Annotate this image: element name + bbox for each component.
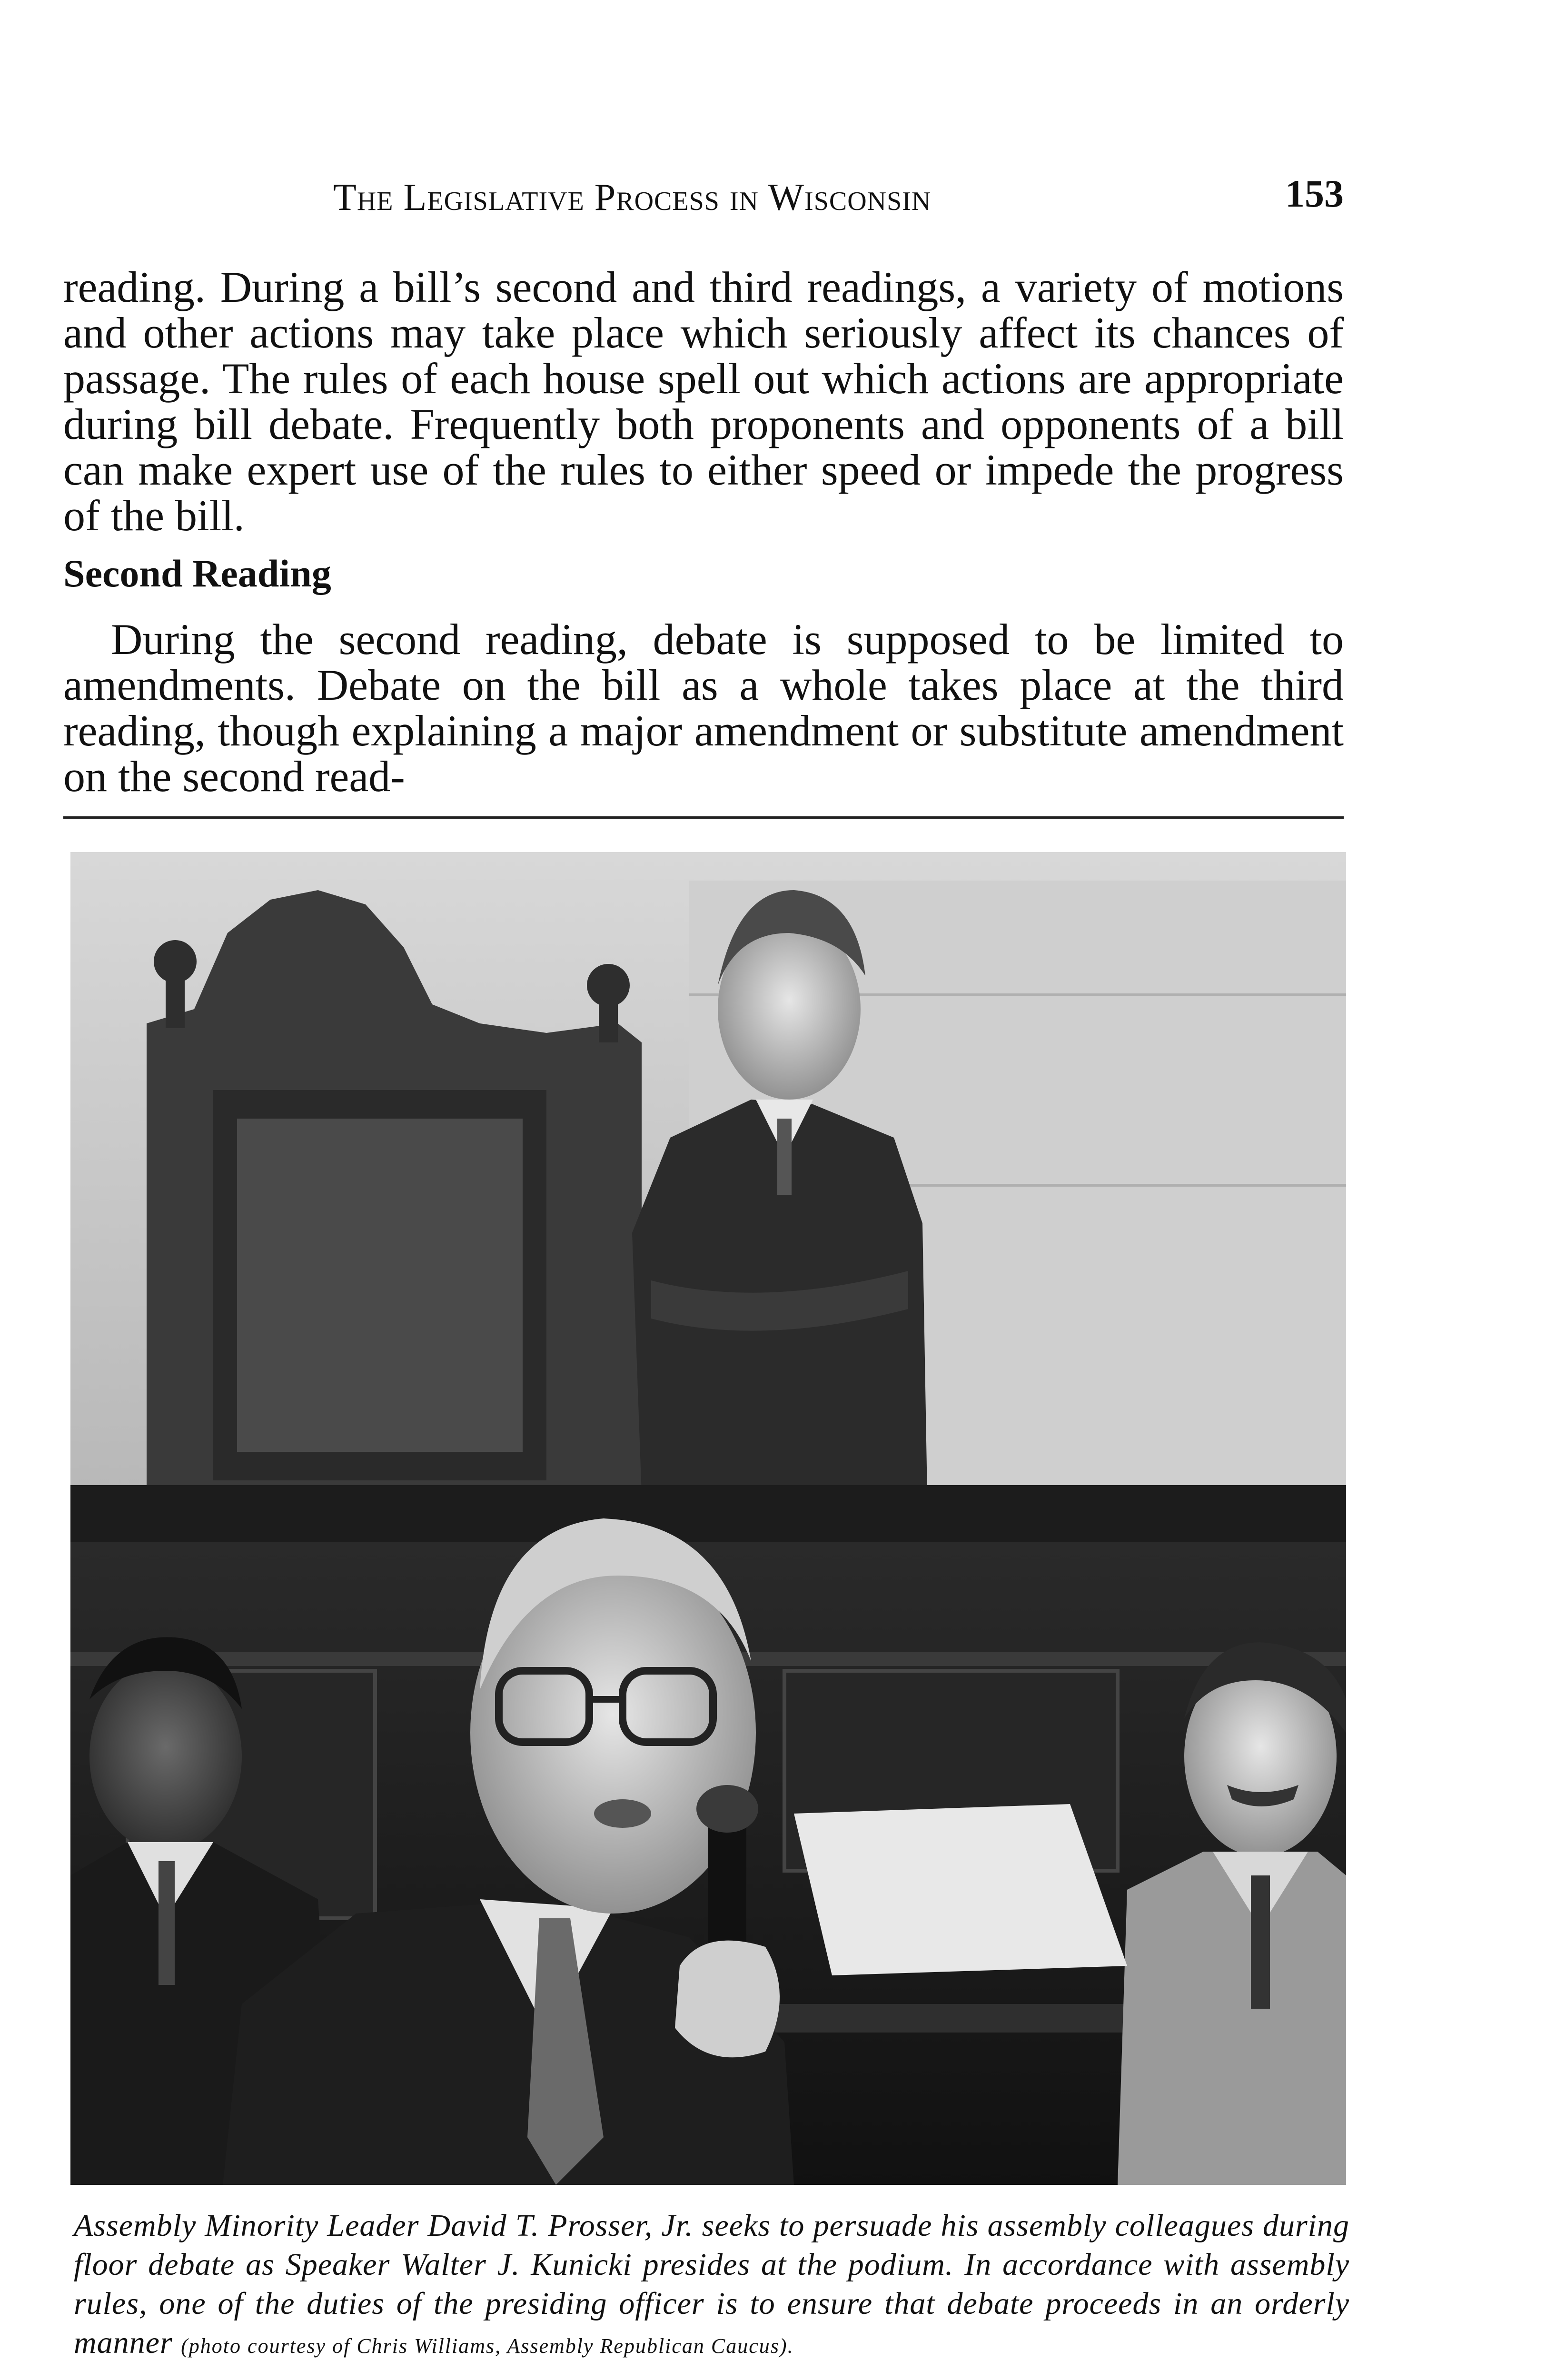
horizontal-rule xyxy=(63,816,1344,819)
body-paragraph-1: reading. During a bill’s second and third readings, a variety of motions and other actions may take place which seriously affect its chances of passage. The rules of each house spell out which actions are appropriate during bill debate. Frequently both proponents and opponents of a bill can make expert use of the rules to either speed or impede the progress of the bill. xyxy=(63,263,1344,540)
photo-caption xyxy=(74,2206,1349,2366)
running-title: The Legislative Process in Wisconsin xyxy=(333,177,932,218)
photo-credit: (photo courtesy of Chris Williams, Assembly Republican Caucus). xyxy=(181,2334,794,2358)
running-header xyxy=(0,171,1546,224)
caption-text: Assembly Minority Leader David T. Prosser, Jr. seeks to persuade his assembly colleagues during floor debate as Speaker Walter J. Kunicki presides at the podium. In accordance with assembly rules, one of the duties of the presiding officer is to ensure that debate proceeds in an orderly manner xyxy=(74,2208,1349,2360)
page-number: 153 xyxy=(1285,172,1344,215)
assembly-debate-photo xyxy=(70,852,1346,2185)
section-heading: Second Reading xyxy=(63,552,331,595)
body-paragraph-2: During the second reading, debate is supposed to be limited to amendments. Debate on the bill as a whole takes place at the third reading, though explaining a major amendment or substitute amendment on the second read- xyxy=(63,615,1344,801)
